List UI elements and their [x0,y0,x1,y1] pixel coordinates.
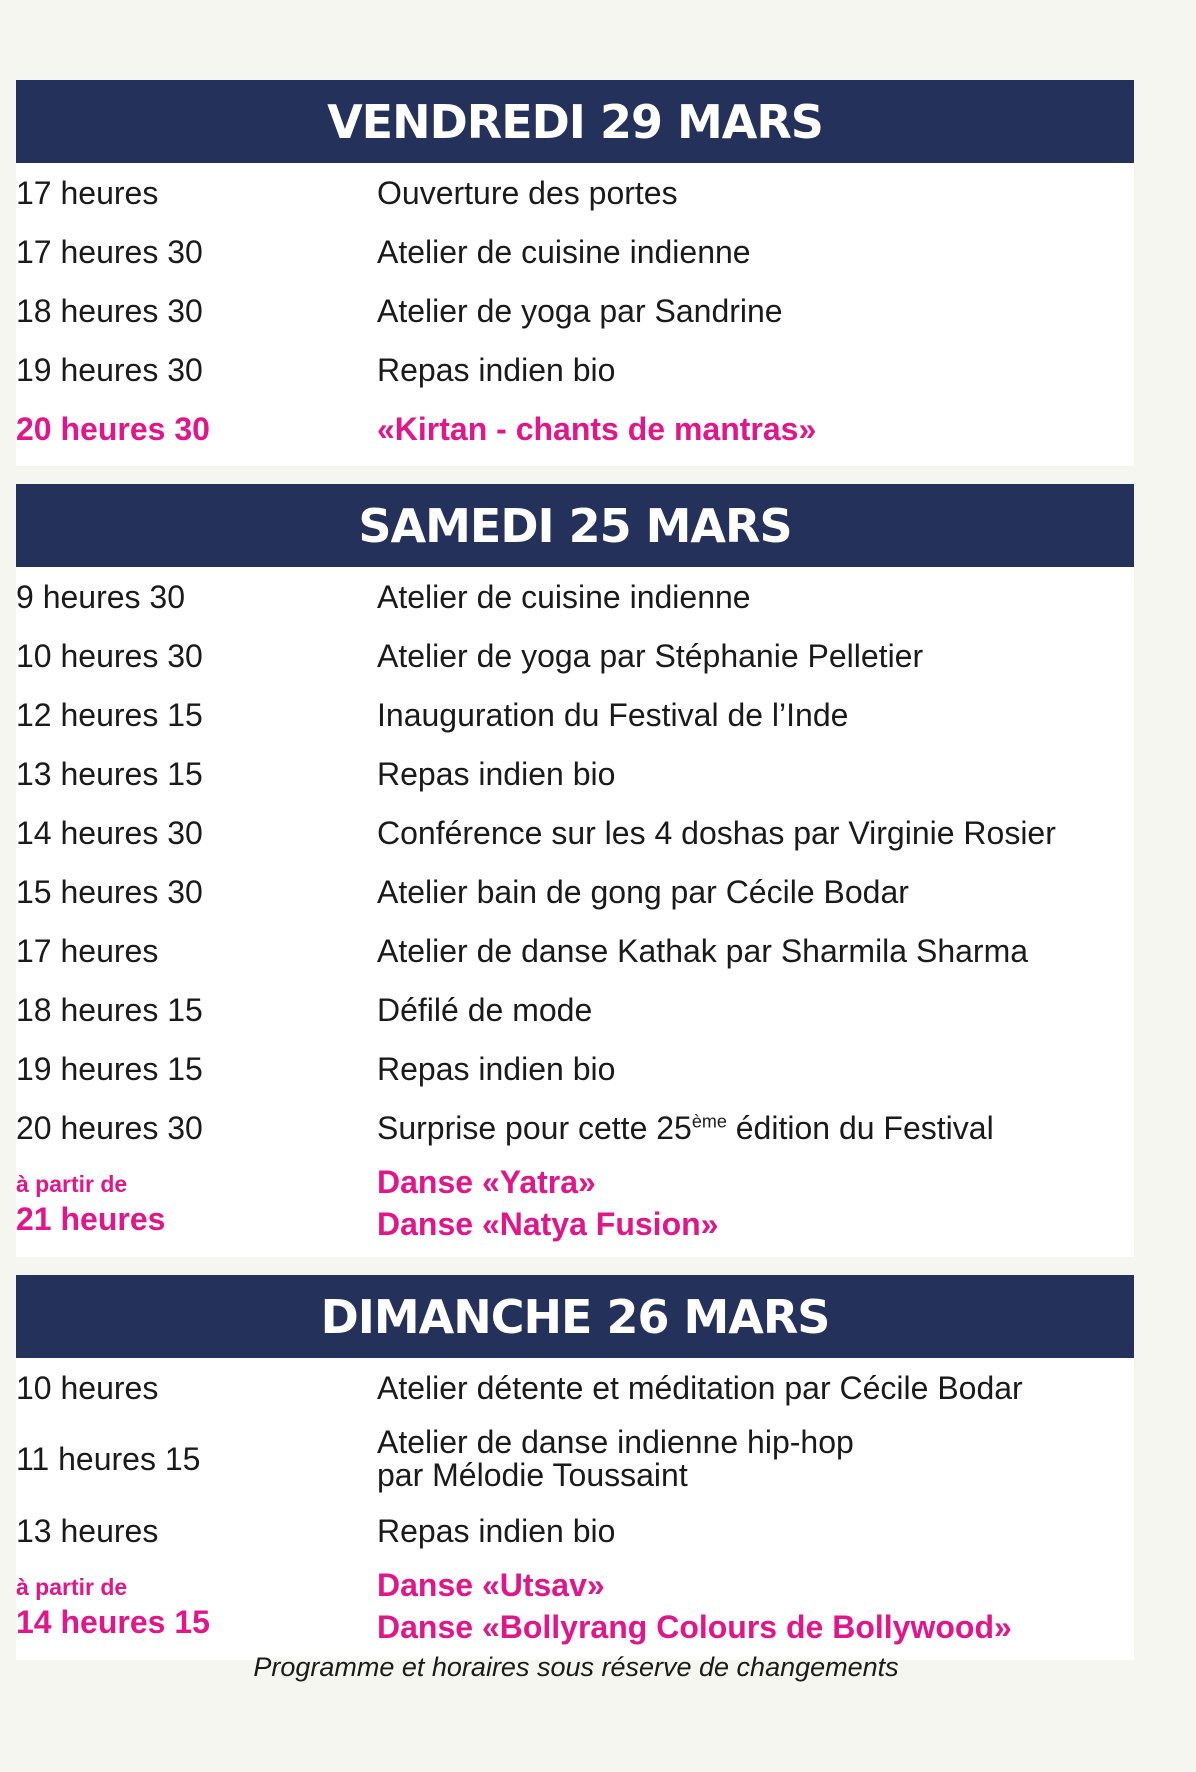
row-time: 19 heures 30 [16,351,203,388]
time-prefix: à partir de [16,1171,128,1197]
row-time: 12 heures 15 [16,696,203,733]
schedule-row [16,1501,1134,1560]
row-time: 17 heures 30 [16,233,203,270]
row-activity: Repas indien bio [377,1512,616,1549]
schedule-row [16,340,1134,399]
finale-row [16,1157,1134,1249]
row-activity: «Kirtan - chants de mantras» [377,410,817,447]
day-title: SAMEDI 25 MARS [16,484,1134,567]
row-activity: Ouverture des portes [377,174,678,211]
act-item: Danse «Yatra» [377,1164,596,1200]
day-saturday [16,484,1134,1257]
row-time: 18 heures 30 [16,292,203,329]
activity-text: Surprise pour cette 25 [377,1109,692,1146]
finale-row [16,1560,1134,1652]
schedule-row [16,685,1134,744]
day-friday [16,80,1134,466]
row-activity: Atelier de cuisine indienne [377,233,751,270]
row-time: 13 heures 15 [16,755,203,792]
row-activity: Repas indien bio [377,755,616,792]
schedule-row [16,921,1134,980]
row-time: 14 heures 30 [16,814,203,851]
row-time: 10 heures 30 [16,637,203,674]
row-time: 13 heures [16,1512,159,1549]
schedule-row [16,1358,1134,1417]
row-time: 17 heures [16,932,159,969]
schedule-row [16,1039,1134,1098]
row-activity: Conférence sur les 4 doshas par Virginie Rosier [377,814,1056,851]
day-title: VENDREDI 29 MARS [16,80,1134,163]
time-prefix: à partir de [16,1574,128,1600]
schedule-row [16,281,1134,340]
schedule-row [16,626,1134,685]
finale-acts [377,1161,1134,1245]
row-time: 10 heures [16,1369,159,1406]
row-time: 19 heures 15 [16,1050,203,1087]
schedule-row [16,1098,1134,1157]
schedule-row [16,163,1134,222]
row-activity: Atelier de danse Kathak par Sharmila Sharma [377,932,1029,969]
row-activity: Atelier de yoga par Stéphanie Pelletier [377,637,924,674]
schedule-row [16,744,1134,803]
schedule-row [16,222,1134,281]
row-time: 20 heures 30 [16,1109,203,1146]
row-time: 20 heures 30 [16,410,210,447]
schedule-row [16,803,1134,862]
row-activity [377,1110,1134,1146]
time-value: 14 heures 15 [16,1604,210,1640]
schedule-row [16,980,1134,1039]
row-time: 15 heures 30 [16,873,203,910]
act-item: Danse «Natya Fusion» [377,1206,719,1242]
act-item: Danse «Utsav» [377,1567,605,1603]
festival-program [16,80,1134,1678]
row-activity [377,1426,1134,1492]
activity-line: Atelier de danse indienne hip-hop [377,1424,854,1460]
schedule-row [16,1417,1134,1501]
row-activity: Atelier détente et méditation par Cécile Bodar [377,1369,1023,1406]
row-activity: Atelier bain de gong par Cécile Bodar [377,873,909,910]
row-activity: Repas indien bio [377,1050,616,1087]
row-time: 11 heures 15 [16,1441,201,1477]
row-time: 9 heures 30 [16,578,186,615]
time-value: 21 heures [16,1201,166,1237]
day-sunday [16,1275,1134,1660]
row-activity: Défilé de mode [377,991,593,1028]
schedule-row [16,567,1134,626]
activity-text: édition du Festival [726,1109,994,1146]
row-activity: Atelier de cuisine indienne [377,578,751,615]
row-activity: Inauguration du Festival de l’Inde [377,696,849,733]
schedule-row [16,862,1134,921]
row-activity: Atelier de yoga par Sandrine [377,292,783,329]
finale-acts [377,1564,1134,1648]
row-activity: Repas indien bio [377,351,616,388]
finale-time [16,1571,377,1641]
finale-time [16,1168,377,1238]
disclaimer-note: Programme et horaires sous réserve de changements [253,1652,899,1682]
ordinal-suffix: ème [691,1110,727,1131]
day-title: DIMANCHE 26 MARS [16,1275,1134,1358]
row-time: 17 heures [16,174,159,211]
schedule-row-highlight [16,399,1134,458]
act-item: Danse «Bollyrang Colours de Bollywood» [377,1609,1012,1645]
row-time: 18 heures 15 [16,991,203,1028]
activity-line: par Mélodie Toussaint [377,1457,688,1493]
